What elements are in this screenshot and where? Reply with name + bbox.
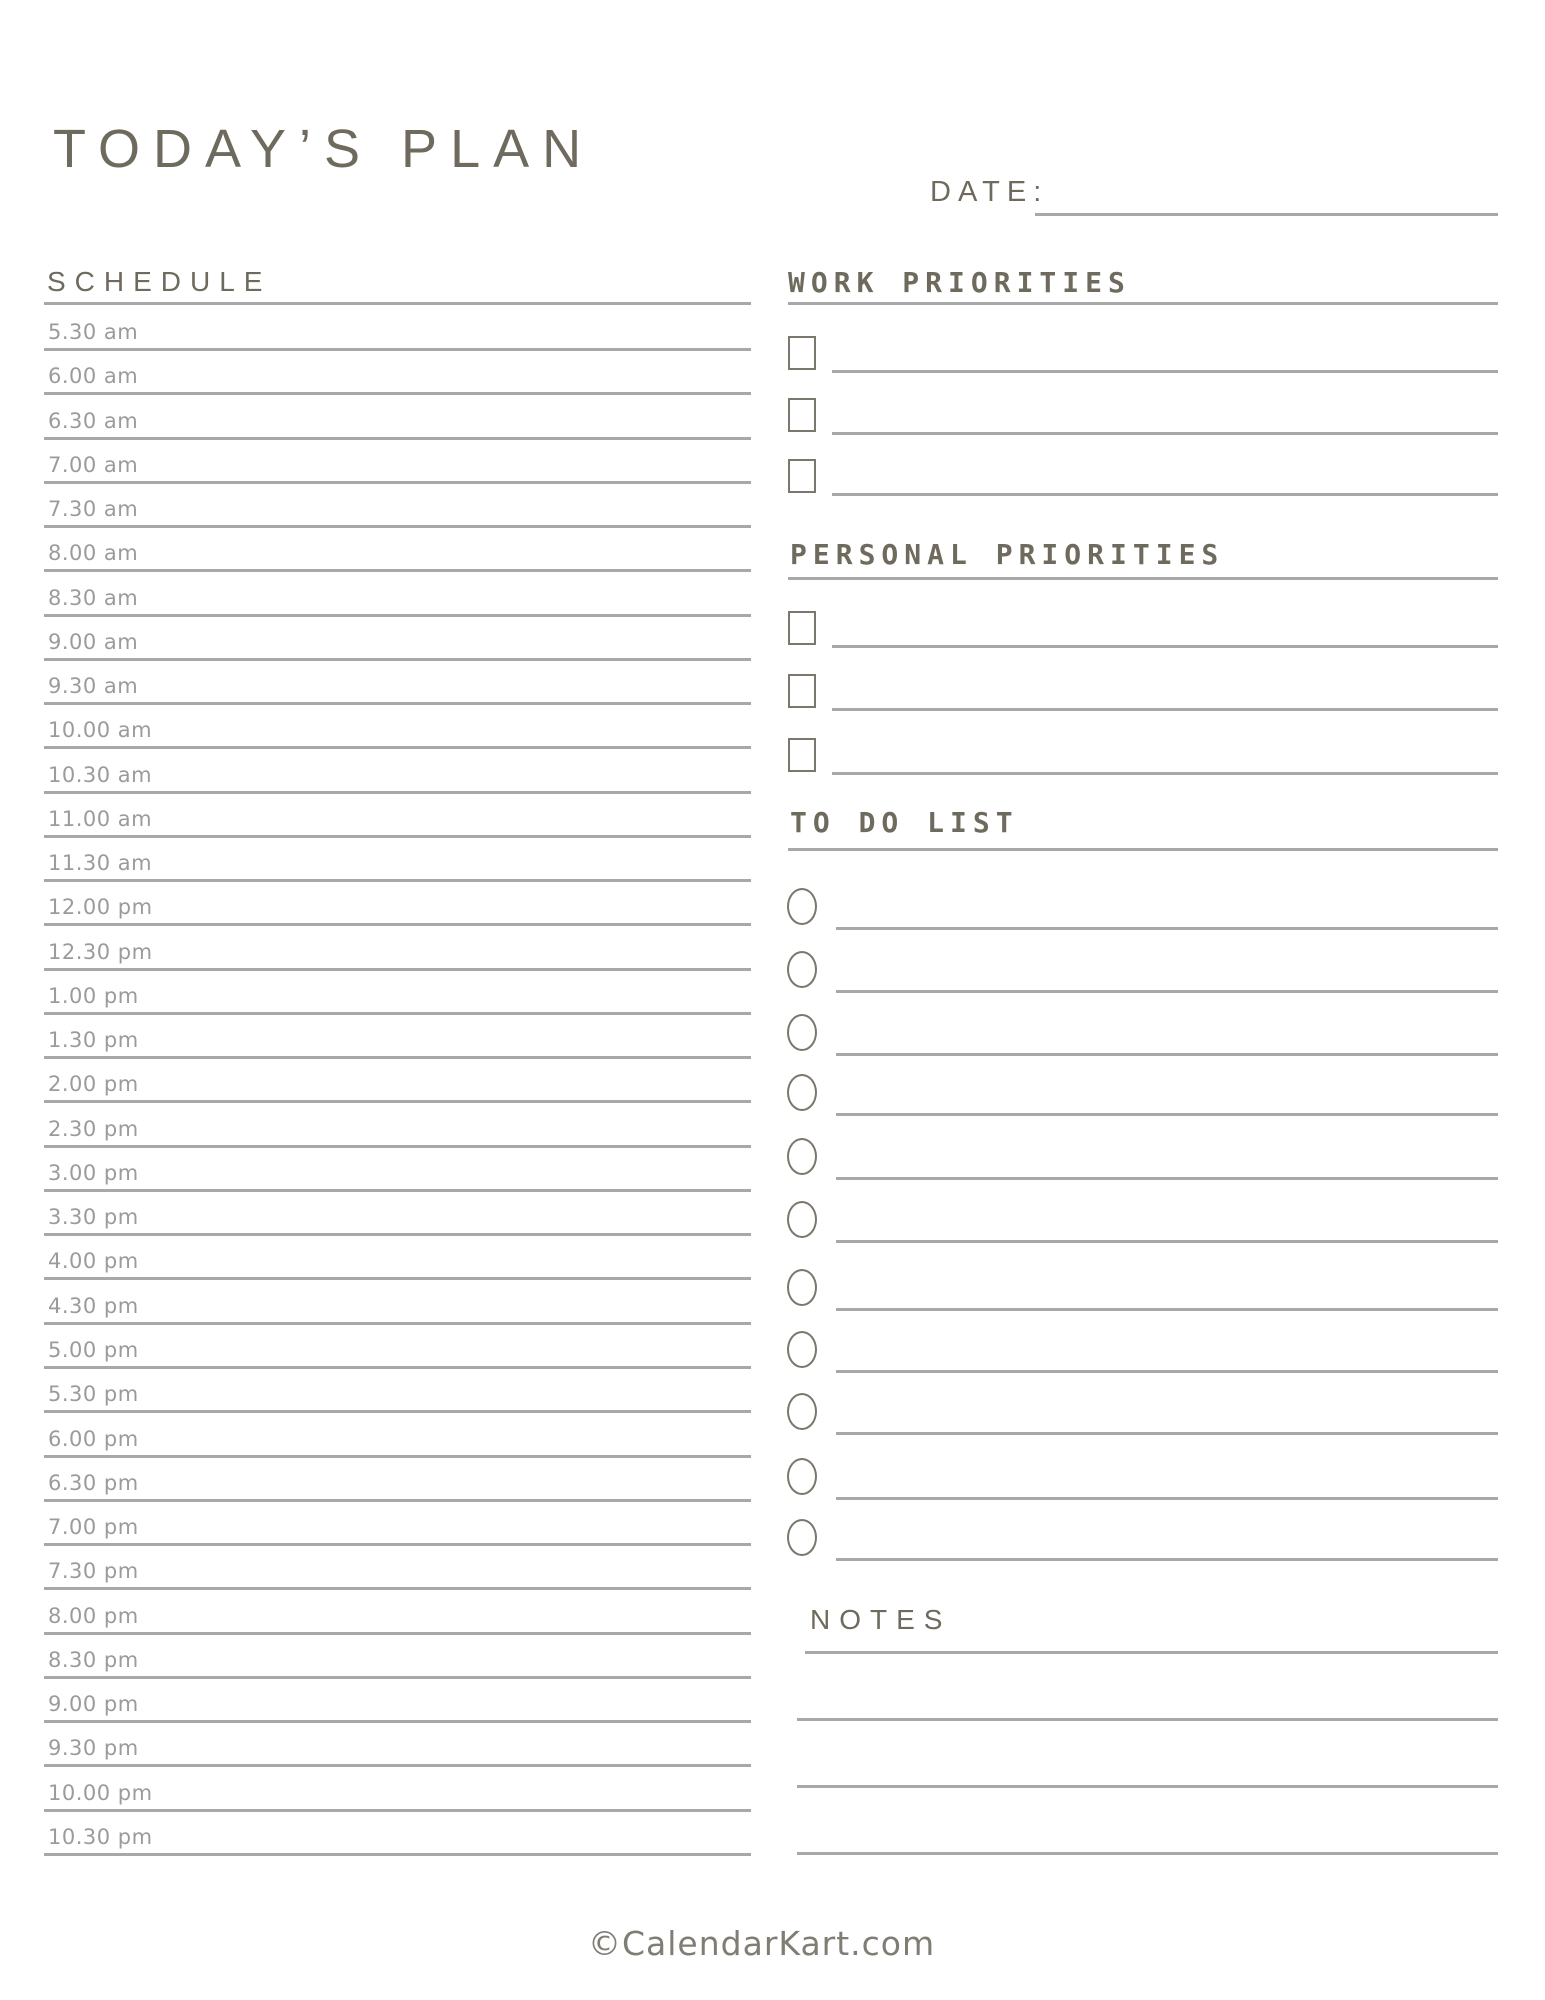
todo-blank-line	[836, 1113, 1498, 1116]
todo-heading: TO DO LIST	[790, 806, 1019, 839]
todo-blank-line	[836, 1497, 1498, 1500]
todo-blank-line	[836, 1177, 1498, 1180]
schedule-time-label: 1.00 pm	[48, 983, 139, 1008]
schedule-time-label: 12.00 pm	[48, 895, 153, 920]
schedule-blank-line	[44, 1012, 751, 1015]
todo-blank-line	[836, 1240, 1498, 1243]
notes-heading-rule	[805, 1651, 1498, 1654]
todo-blank-line	[836, 1370, 1498, 1373]
schedule-time-label: 2.30 pm	[48, 1116, 139, 1141]
schedule-blank-line	[44, 1145, 751, 1148]
schedule-time-label: 7.00 am	[48, 452, 139, 477]
schedule-blank-line	[44, 1676, 751, 1679]
schedule-time-label: 6.30 am	[48, 408, 139, 433]
schedule-time-label: 11.00 am	[48, 806, 153, 831]
todo-heading-rule	[788, 848, 1498, 851]
todo-blank-line	[836, 1558, 1498, 1561]
schedule-time-label: 4.30 pm	[48, 1293, 139, 1318]
schedule-blank-line	[44, 1809, 751, 1812]
schedule-blank-line	[44, 791, 751, 794]
schedule-blank-line	[44, 1764, 751, 1767]
schedule-blank-line	[44, 658, 751, 661]
schedule-time-label: 11.30 am	[48, 851, 153, 876]
schedule-blank-line	[44, 1853, 751, 1856]
work-priorities-heading-rule	[788, 302, 1498, 305]
schedule-blank-line	[44, 702, 751, 705]
notes-blank-line	[797, 1785, 1498, 1788]
schedule-time-label: 5.30 am	[48, 320, 139, 344]
schedule-blank-line	[44, 1632, 751, 1635]
schedule-blank-line	[44, 1410, 751, 1413]
schedule-time-label: 7.30 am	[48, 497, 139, 522]
schedule-time-label: 8.30 pm	[48, 1647, 139, 1672]
todo-circle-bullet	[787, 1201, 817, 1238]
todo-blank-line	[836, 1308, 1498, 1311]
personal-priority-blank-line	[832, 772, 1498, 775]
schedule-time-label: 10.30 pm	[48, 1824, 153, 1849]
schedule-heading: SCHEDULE	[47, 266, 272, 297]
schedule-blank-line	[44, 481, 751, 484]
schedule-blank-line	[44, 923, 751, 926]
schedule-time-label: 5.30 pm	[48, 1382, 139, 1407]
schedule-blank-line	[44, 437, 751, 440]
schedule-time-label: 10.00 pm	[48, 1780, 153, 1805]
schedule-blank-line	[44, 569, 751, 572]
personal-priority-blank-line	[832, 708, 1498, 711]
date-blank-line	[1035, 213, 1498, 216]
schedule-time-label: 2.00 pm	[48, 1072, 139, 1097]
work-priority-checkbox	[788, 398, 816, 432]
schedule-blank-line	[44, 746, 751, 749]
schedule-blank-line	[44, 392, 751, 395]
notes-blank-line	[797, 1718, 1498, 1721]
schedule-blank-line	[44, 1366, 751, 1369]
schedule-time-label: 5.00 pm	[48, 1337, 139, 1362]
personal-priority-blank-line	[832, 645, 1498, 648]
work-priority-checkbox	[788, 336, 816, 370]
schedule-blank-line	[44, 1587, 751, 1590]
todo-circle-bullet	[787, 1331, 817, 1368]
page-title: TODAY’S PLAN	[53, 119, 595, 179]
schedule-time-label: 9.00 pm	[48, 1692, 139, 1717]
todo-blank-line	[836, 1432, 1498, 1435]
schedule-time-label: 9.30 am	[48, 674, 139, 699]
date-label: DATE:	[930, 176, 1049, 208]
todo-circle-bullet	[787, 1393, 817, 1430]
schedule-blank-line	[44, 1233, 751, 1236]
personal-priority-checkbox	[788, 611, 816, 645]
schedule-blank-line	[44, 1543, 751, 1546]
todo-blank-line	[836, 927, 1498, 930]
todo-circle-bullet	[787, 951, 817, 988]
schedule-time-label: 9.00 am	[48, 629, 139, 654]
schedule-time-label: 8.00 pm	[48, 1603, 139, 1628]
todo-circle-bullet	[787, 1458, 817, 1495]
schedule-time-label: 9.30 pm	[48, 1736, 139, 1761]
schedule-time-label: 6.00 pm	[48, 1426, 139, 1451]
schedule-blank-line	[44, 525, 751, 528]
todo-circle-bullet	[787, 1269, 817, 1306]
todo-circle-bullet	[787, 1014, 817, 1051]
schedule-blank-line	[44, 348, 751, 351]
schedule-blank-line	[44, 1056, 751, 1059]
schedule-blank-line	[44, 1499, 751, 1502]
work-priority-blank-line	[832, 370, 1498, 373]
notes-heading: NOTES	[810, 1604, 952, 1635]
work-priority-blank-line	[832, 432, 1498, 435]
schedule-blank-line	[44, 879, 751, 882]
work-priority-checkbox	[788, 459, 816, 493]
schedule-blank-line	[44, 1720, 751, 1723]
work-priorities-heading: WORK PRIORITIES	[788, 266, 1131, 299]
schedule-blank-line	[44, 835, 751, 838]
schedule-heading-rule	[44, 302, 751, 305]
schedule-time-label: 6.30 pm	[48, 1470, 139, 1495]
schedule-time-label: 3.30 pm	[48, 1205, 139, 1230]
schedule-time-label: 8.30 am	[48, 585, 139, 610]
todo-circle-bullet	[787, 1519, 817, 1556]
schedule-blank-line	[44, 1277, 751, 1280]
footer-credit: ©CalendarKart.com	[588, 1924, 936, 1963]
notes-blank-line	[797, 1852, 1498, 1855]
personal-priorities-heading-rule	[788, 577, 1498, 580]
schedule-blank-line	[44, 614, 751, 617]
todo-blank-line	[836, 1053, 1498, 1056]
schedule-time-label: 7.00 pm	[48, 1515, 139, 1540]
schedule-blank-line	[44, 968, 751, 971]
work-priority-blank-line	[832, 493, 1498, 496]
schedule-blank-line	[44, 1322, 751, 1325]
schedule-time-label: 3.00 pm	[48, 1160, 139, 1185]
personal-priorities-heading: PERSONAL PRIORITIES	[790, 538, 1225, 571]
schedule-time-label: 4.00 pm	[48, 1249, 139, 1274]
todo-circle-bullet	[787, 1138, 817, 1175]
schedule-time-label: 10.30 am	[48, 762, 153, 787]
personal-priority-checkbox	[788, 674, 816, 708]
schedule-blank-line	[44, 1455, 751, 1458]
schedule-time-label: 6.00 am	[48, 364, 139, 389]
todo-circle-bullet	[787, 888, 817, 925]
personal-priority-checkbox	[788, 738, 816, 772]
todo-circle-bullet	[787, 1074, 817, 1111]
schedule-time-label: 8.00 am	[48, 541, 139, 566]
schedule-time-label: 12.30 pm	[48, 939, 153, 964]
schedule-blank-line	[44, 1189, 751, 1192]
todo-blank-line	[836, 990, 1498, 993]
schedule-time-label: 7.30 pm	[48, 1559, 139, 1584]
schedule-time-label: 1.30 pm	[48, 1028, 139, 1053]
schedule-time-label: 10.00 am	[48, 718, 153, 743]
schedule-blank-line	[44, 1100, 751, 1103]
